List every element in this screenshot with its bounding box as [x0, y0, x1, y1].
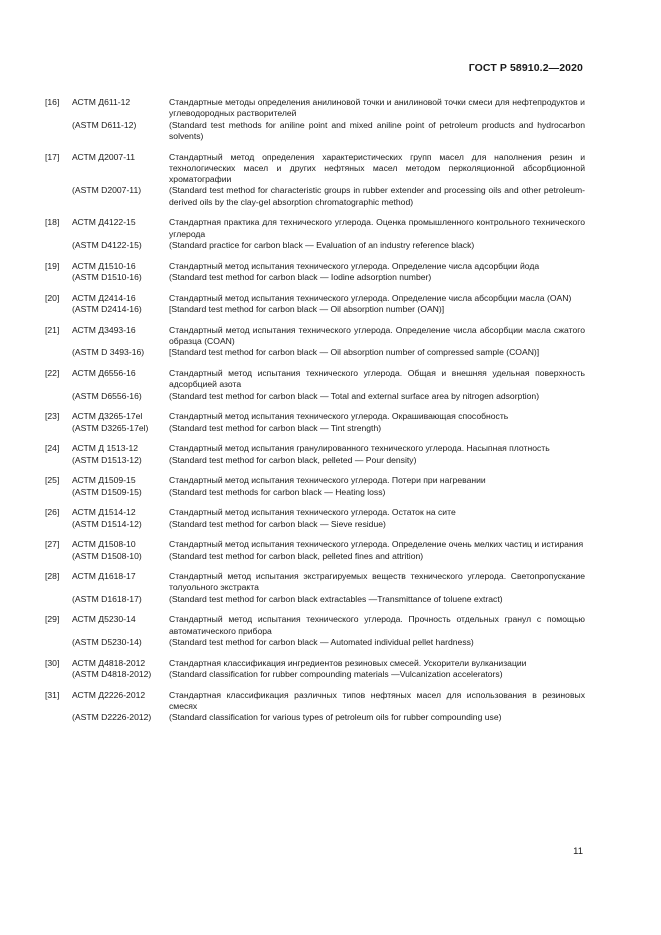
reference-ru-title: Стандартный метод испытания технического углерода. Потери при нагревании — [169, 475, 486, 486]
reference-entry — [45, 411, 585, 434]
reference-ru-title: Стандартный метод испытания технического углерода. Определение числа абсорбции масла (OAN) — [169, 292, 572, 303]
reference-en-row — [45, 347, 585, 358]
reference-ru-title: Стандартный метод испытания гранулированного технического углерода. Насыпная плотность — [169, 443, 550, 454]
reference-en-title: (Standard test method for characteristic groups in rubber extender and processing oils and other petroleum-derived oils by the clay-gel absorption chromatographic method) — [169, 185, 585, 207]
reference-number: [31] — [45, 689, 60, 700]
reference-en-row — [45, 304, 585, 315]
reference-ru-row — [45, 411, 585, 422]
reference-ru-row — [45, 152, 585, 186]
reference-entry — [45, 368, 585, 402]
reference-ru-title: Стандартный метод определения характеристических групп масел для наполнения резин и технологических масел и других нефтяных масел методом перколяционной абсорбционной хроматографии — [169, 151, 585, 185]
reference-number: [16] — [45, 97, 60, 107]
reference-en-row — [45, 272, 585, 283]
reference-ru-code: АСТМ Д3265-17el — [72, 411, 143, 422]
reference-ru-code: АСТМ Д2414-16 — [72, 292, 136, 303]
reference-ru-row — [45, 571, 585, 594]
reference-ru-row — [45, 658, 585, 669]
reference-number: [28] — [45, 571, 60, 582]
reference-ru-row — [45, 475, 585, 486]
reference-en-title: (Standard test method for carbon black, pelleted — Pour density) — [169, 454, 417, 465]
reference-en-row — [45, 455, 585, 466]
reference-ru-title: Стандартный метод испытания технического углерода. Определение очень мелких частиц и истирания — [169, 539, 584, 550]
reference-number: [22] — [45, 367, 60, 378]
reference-entry — [45, 293, 585, 316]
reference-ru-code: АСТМ Д2226-2012 — [72, 689, 146, 700]
reference-en-row — [45, 712, 585, 723]
reference-en-title: (Standard practice for carbon black — Evaluation of an industry reference black) — [169, 240, 475, 251]
reference-ru-code: АСТМ Д4818-2012 — [72, 657, 146, 668]
reference-number: [29] — [45, 614, 60, 625]
reference-en-code: (ASTM D 3493-16) — [72, 347, 145, 358]
reference-ru-title: Стандартные методы определения анилиновой точки и анилиновой точки смеси для нефтепродуктов и углеводородных растворителей — [169, 97, 585, 119]
reference-entry — [45, 571, 585, 605]
reference-en-title: (Standard test methods for aniline point and mixed aniline point of petroleum products and hydrocarbon solvents) — [169, 119, 585, 141]
reference-ru-title: Стандартный метод испытания технического углерода. Остаток на сите — [169, 507, 456, 518]
reference-en-code: (ASTM D1508-10) — [72, 550, 142, 561]
reference-en-code: (ASTM D2414-16) — [72, 304, 142, 315]
reference-en-title: (Standard test method for carbon black — Automated individual pellet hardness) — [169, 637, 474, 648]
reference-en-title: (Standard test method for carbon black, pelleted fines and attrition) — [169, 550, 424, 561]
reference-entry — [45, 97, 585, 142]
reference-ru-title: Стандартный метод испытания экстрагируемых веществ технического углерода. Светопропускание толуольного экстракта — [169, 571, 585, 593]
reference-number: [20] — [45, 292, 60, 303]
reference-ru-code: АСТМ Д1514-12 — [72, 507, 136, 518]
reference-en-code: (ASTM D4818-2012) — [72, 669, 152, 680]
reference-ru-code: АСТМ Д3493-16 — [72, 324, 136, 335]
document-standard-number: ГОСТ Р 58910.2—2020 — [468, 62, 583, 74]
reference-number: [25] — [45, 475, 60, 486]
reference-number: [19] — [45, 260, 60, 271]
reference-ru-row — [45, 507, 585, 518]
reference-ru-row — [45, 368, 585, 391]
reference-ru-row — [45, 443, 585, 454]
reference-entry — [45, 690, 585, 724]
reference-en-code: (ASTM D5230-14) — [72, 637, 142, 648]
reference-ru-title: Стандартный метод испытания технического углерода. Прочность отдельных гранул с помощью автоматического прибора — [169, 614, 585, 636]
reference-en-row — [45, 551, 585, 562]
reference-ru-title: Стандартный метод испытания технического углерода. Определение числа абсорбции масла сжатого образца (COAN) — [169, 324, 585, 346]
reference-ru-title: Стандартная практика для технического углерода. Оценка промышленного контрольного технического углерода — [169, 217, 585, 239]
reference-ru-code: АСТМ Д 1513-12 — [72, 443, 139, 454]
reference-entry — [45, 217, 585, 251]
reference-en-row — [45, 120, 585, 143]
reference-en-code: (ASTM D1509-15) — [72, 486, 142, 497]
reference-number: [24] — [45, 443, 60, 454]
reference-entry — [45, 539, 585, 562]
reference-ru-row — [45, 690, 585, 713]
reference-number: [27] — [45, 539, 60, 550]
reference-ru-code: АСТМ Д5230-14 — [72, 614, 136, 625]
reference-entry — [45, 507, 585, 530]
reference-number: [18] — [45, 217, 60, 228]
reference-entry — [45, 443, 585, 466]
reference-ru-row — [45, 539, 585, 550]
reference-ru-row — [45, 293, 585, 304]
reference-en-code: (ASTM D1513-12) — [72, 454, 142, 465]
reference-en-row — [45, 240, 585, 251]
reference-entry — [45, 614, 585, 648]
reference-ru-title: Стандартный метод испытания технического углерода. Окрашивающая способность — [169, 411, 509, 422]
reference-en-title: (Standard classification for various types of petroleum oils for rubber compounding use) — [169, 712, 502, 723]
reference-en-row — [45, 519, 585, 530]
reference-en-code: (ASTM D1514-12) — [72, 518, 142, 529]
reference-ru-title: Стандартный метод испытания технического углерода. Общая и внешняя удельная поверхность адсорбцией азота — [169, 367, 585, 390]
reference-en-row — [45, 637, 585, 648]
reference-en-title: (Standard test method for carbon black — Iodine adsorption number) — [169, 272, 432, 283]
reference-en-title: (Standard classification for rubber compounding materials —Vulcanization accelerators) — [169, 669, 503, 680]
reference-ru-title: Стандартная классификация ингредиентов резиновых смесей. Ускорители вулканизации — [169, 657, 527, 668]
reference-en-title: (Standard test method for carbon black — Total and external surface area by nitrogen adsorption) — [169, 390, 540, 401]
reference-ru-code: АСТМ Д1618-17 — [72, 571, 136, 582]
reference-number: [17] — [45, 151, 60, 162]
reference-ru-code: АСТМ Д611-12 — [72, 97, 131, 107]
reference-en-row — [45, 669, 585, 680]
reference-en-code: (ASTM D6556-16) — [72, 390, 142, 401]
reference-en-code: (ASTM D3265-17el) — [72, 422, 149, 433]
reference-en-title: [Standard test method for carbon black — Oil absorption number of compressed sample (COAN)] — [169, 347, 540, 358]
reference-en-code: (ASTM D4122-15) — [72, 240, 142, 251]
reference-entry — [45, 261, 585, 284]
reference-en-code: (ASTM D1618-17) — [72, 593, 142, 604]
reference-ru-title: Стандартная классификация различных типов нефтяных масел для использования в резиновых смесях — [169, 689, 585, 712]
reference-en-title: [Standard test method for carbon black — Oil absorption number (OAN)] — [169, 304, 445, 315]
reference-en-row — [45, 185, 585, 208]
reference-ru-code: АСТМ Д6556-16 — [72, 367, 136, 378]
reference-ru-code: АСТМ Д1510-16 — [72, 260, 136, 271]
reference-en-row — [45, 594, 585, 605]
reference-number: [23] — [45, 411, 60, 422]
reference-ru-row — [45, 217, 585, 240]
references-list — [45, 97, 585, 733]
reference-ru-code: АСТМ Д4122-15 — [72, 217, 136, 228]
reference-number: [30] — [45, 657, 60, 668]
reference-en-row — [45, 423, 585, 434]
reference-entry — [45, 658, 585, 681]
reference-en-title: (Standard test method for carbon black — Sieve residue) — [169, 518, 386, 529]
reference-number: [21] — [45, 324, 60, 335]
reference-entry — [45, 475, 585, 498]
reference-en-row — [45, 487, 585, 498]
reference-number: [26] — [45, 507, 60, 518]
page-number: 11 — [573, 846, 583, 857]
reference-en-title: (Standard test method for carbon black — Tint strength) — [169, 422, 382, 433]
reference-en-title: (Standard test methods for carbon black — Heating loss) — [169, 486, 386, 497]
reference-ru-title: Стандартный метод испытания технического углерода. Определение числа адсорбции йода — [169, 260, 540, 271]
reference-en-code: (ASTM D1510-16) — [72, 272, 142, 283]
reference-en-code: (ASTM D2007-11) — [72, 185, 142, 196]
reference-en-title: (Standard test method for carbon black extractables —Transmittance of toluene extract) — [169, 593, 503, 604]
reference-en-code: (ASTM D2226-2012) — [72, 712, 152, 723]
reference-ru-code: АСТМ Д1509-15 — [72, 475, 136, 486]
reference-ru-code: АСТМ Д2007-11 — [72, 151, 135, 162]
reference-ru-row — [45, 614, 585, 637]
reference-ru-row — [45, 97, 585, 120]
reference-entry — [45, 152, 585, 208]
reference-en-row — [45, 391, 585, 402]
reference-ru-row — [45, 325, 585, 348]
reference-ru-code: АСТМ Д1508-10 — [72, 539, 136, 550]
reference-en-code: (ASTM D611-12) — [72, 119, 137, 130]
reference-entry — [45, 325, 585, 359]
reference-ru-row — [45, 261, 585, 272]
